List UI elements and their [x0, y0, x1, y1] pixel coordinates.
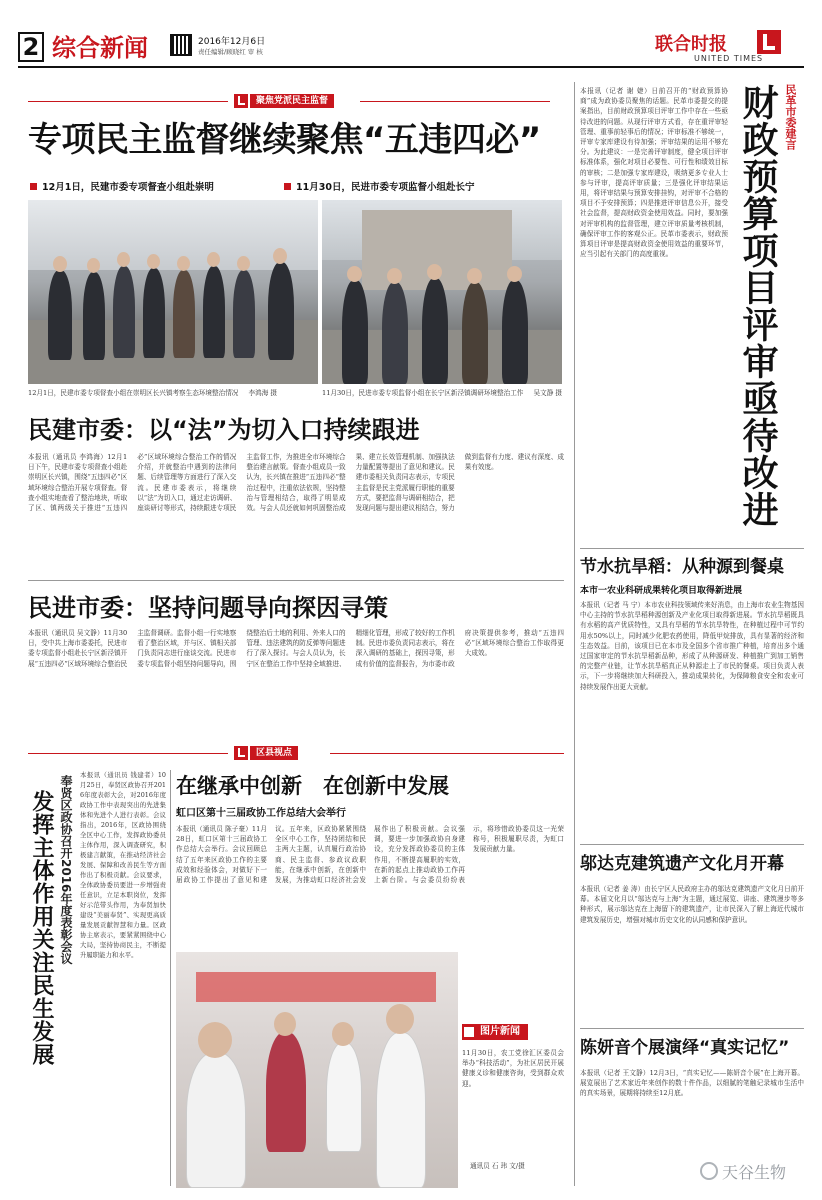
right-divider-3 — [580, 1028, 804, 1029]
issue-date: 2016年12月6日 — [198, 37, 266, 47]
article3-body: 本报讯（记者 姜 涛）由长宁区人民政府主办的邬达克建筑遗产文化月日前开幕。本届文化月以“邬达克与上海”为主题，通过展览、讲座、建筑漫步等多种形式，展示邬达克在上海留下的建筑遗产，让市民深入了解上海近代城市建筑发展历史，增强对城市历史文化的认同感和保护意识。 — [580, 885, 804, 924]
subhead-left: 12月1日，民建市委专项督查小组赴崇明 — [42, 182, 214, 193]
subhead-bullet-right-icon — [284, 183, 291, 190]
article3-headline: 邬达克建筑遗产文化月开幕 — [580, 854, 784, 874]
kicker-bar-left — [28, 101, 228, 102]
article-mj-body: 本报讯（通讯员 李鸿海）12月1日下午，民建市委专项督查小组赴崇明区长兴镇，围绕“五违四必”区域环境综合整治开展专项督查。督查小组实地查看了整治地块，听取了区、镇两级关于推进“五违四必”区域环境综合整治工作的情况介绍，并就整治中遇到的法律问题、后续管理等方面进行了深入交流。民建市委表示，将继续以“法”为切入口，通过走访调研、座谈研讨等形式，持续跟进专项民主监督工作，为推进全市环境综合整治建言献策。督查小组成员一致认为，长兴镇在推进“五违四必”整治过程中，注重依法依规，坚持整治与管理相结合，取得了明显成效。与会人员还就如何巩固整治成果、建立长效管理机制、加强执法力量配置等提出了意见和建议。民建市委相关负责同志表示，专项民主监督是民主党派履行职能的重要方式，要把监督与调研相结合，把发现问题与提出建议相结合，努力做到监督有力度、建议有深度、成果有效度。 — [28, 453, 564, 513]
caption-right — [322, 388, 562, 398]
caption-right-text: 11月30日，民进市委专项监督小组在长宁区新泾镇调研环境整治工作 — [322, 389, 524, 397]
masthead-logo-icon — [757, 30, 781, 54]
qp-body: 本报讯（通讯员 钱建者）10月25日，奉贤区政协召开2016年度表彰大会，对2016年度政协工作中表现突出的先进集体和先进个人进行表彰。会议指出，2016年，区政协围绕全区中心工作，发挥政协委员主体作用，深入调查研究，积极建言献策，在推动经济社会发展、保障和改善民生等方面作出了积极贡献。会议要求，全体政协委员要进一步增强责任意识，立足本职岗位，发挥好示范带头作用，为奉贤加快建设“美丽奉贤”、实现更高质量发展贡献智慧和力量。区政协主席表示，要紧紧围绕中心大局，坚持协商民主，不断提升履职能力和水平。 — [80, 771, 166, 959]
kicker-bar-right — [360, 101, 550, 102]
qp-headline: 在继承中创新 在创新中发展 — [176, 774, 449, 798]
masthead-english: UNITED TIMES — [694, 54, 764, 63]
photo-minjian — [28, 200, 318, 384]
right-divider-1 — [580, 548, 804, 549]
header-rule — [18, 66, 804, 68]
editor-line: 责任编辑/顾晓红 审 核 — [198, 48, 263, 56]
section-title: 综合新闻 — [52, 34, 148, 62]
caption-right-credit: 吴文静 摄 — [533, 389, 562, 397]
main-headline: 专项民主监督继续聚焦“五违四必” — [28, 120, 541, 160]
caption-left-text: 12月1日，民建市委专项督查小组在崇明区长兴镇考察生态环境整治情况 — [28, 389, 239, 397]
page-number: 2 — [22, 33, 40, 61]
watermark: 天谷生物 — [722, 1163, 787, 1182]
qp-body2: 本报讯（通讯员 陈子豪）11月28日，虹口区第十三届政协工作总结大会举行。会议回顾总结了五年来区政协工作的主要成效和经验体会，对做好下一届政协工作提出了意见和建议。五年来，区政协紧紧围绕全区中心工作，坚持团结和民主两大主题，认真履行政治协商、民主监督、参政议政职能，在继承中创新，在创新中发展，为推动虹口经济社会发展作出了积极贡献。会议强调，要进一步加强政协自身建设，充分发挥政协委员的主体作用，不断提高履职的实效，在新的起点上推动政协工作再上新台阶。与会委员纷纷表示，将珍惜政协委员这一光荣称号，积极履职尽责，为虹口发展贡献力量。 — [176, 825, 564, 885]
right-vertical-headline: 财政预算项目评审亟待改进 — [737, 84, 778, 528]
right-vertical-kicker: 民革市委建言 — [784, 84, 797, 150]
right-col-divider — [574, 82, 575, 1186]
qp-vertical-headline: 发挥主体作用关注民生发展 — [29, 790, 54, 1066]
qp-kicker: 区县视点 — [250, 746, 298, 760]
article2-subhead: 本市一农业科研成果转化项目取得新进展 — [580, 586, 743, 596]
qp-vertical-subhead: 奉贤区政协召开2016年度表彰会议 — [59, 775, 73, 965]
article2-body: 本报讯（记者 马 宁）本市农业科技领域传来好消息，由上海市农业生物基因中心主持的节水抗旱稻种源创新及产业化项目取得新进展。节水抗旱稻既具有水稻的高产优质特性，又具有旱稻的节水抗旱特性，在种植过程中可节约用水50%以上，同时减少化肥农药使用，降低甲烷排放，具有显著的经济和生态效益。目前，该项目已在本市及全国多个省市推广种植，培育出多个通过国家审定的节水抗旱稻新品种，形成了从种源研发、种植推广到加工销售的完整产业链，让节水抗旱稻真正从种源走上了市民的餐桌。项目负责人表示，下一步将继续加大科研投入，推动成果转化，为保障粮食安全和农业可持续发展作出更大贡献。 — [580, 601, 804, 691]
article-mjin-headline: 民进市委：坚持问题导向探因寻策 — [28, 594, 388, 622]
qp-photo — [176, 952, 458, 1188]
qr-code — [170, 34, 192, 56]
masthead: 联合时报 — [655, 34, 727, 55]
caption-left — [28, 388, 318, 398]
subhead-right: 11月30日，民进市委专项监督小组赴长宁 — [296, 182, 475, 193]
kicker-label: 聚焦党派民主监督 — [250, 94, 334, 108]
qp-kicker-logo-icon — [234, 746, 248, 760]
right-divider-2 — [580, 844, 804, 845]
qp-subhead: 虹口区第十三届政协工作总结大会举行 — [176, 808, 346, 819]
right-body: 本报讯（记者 谢 婕）日前召开的“财政预算协商”成为政协委员聚焦的话题。民革市委提交的提案指出，目前财政预算项目评审工作中存在一些亟待改进的问题。从现行评审方式看，存在重评审轻管理、重事前轻事后的情况；评审标准不够统一，评审专家库建设有待加强；评审结果的运用不够充分。为此建议：一是完善评审制度，健全项目评审标准体系，强化对项目必要性、可行性和绩效目标的审核；二是加强专家库建设，吸纳更多专业人士参与评审，提高评审质量；三是强化评审结果运用，将评审结果与预算安排挂钩，对评审不合格的项目不予安排预算；四是推进评审信息公开，接受社会监督，提高财政资金使用效益。同时，要加强对评审机构的监督管理，建立评审质量考核机制，确保评审工作的客观公正。民革市委表示，财政预算项目评审是提高财政资金使用效益的重要环节，应当引起有关部门的高度重视。 — [580, 87, 728, 259]
photo-news-credit: 通讯员 石 玮 文/摄 — [470, 1162, 525, 1170]
qp-kicker-line-left — [28, 753, 228, 754]
article2-headline: 节水抗旱稻：从种源到餐桌 — [580, 557, 784, 577]
article4-body: 本报讯（记者 王文静）12月3日，“真实记忆——陈妍音个展”在上海开幕。展览展出了艺术家近年来创作的数十件作品，以细腻的笔触记录城市生活中的真实场景，展期将持续至12月底。 — [580, 1069, 804, 1098]
subhead-bullet-left-icon — [30, 183, 37, 190]
watermark-logo-icon — [700, 1162, 718, 1180]
qp-divider — [170, 770, 171, 1186]
divider-mj — [28, 580, 564, 581]
photo-news-caption: 11月30日，农工党徐汇区委员会举办“科技活动”，为社区居民开展健康义诊和健康咨询，受到群众欢迎。 — [462, 1049, 564, 1088]
qp-kicker-line-right — [330, 753, 564, 754]
photo-minjin — [322, 200, 562, 384]
photo-news-kicker: 图片新闻 — [462, 1024, 528, 1040]
article4-headline: 陈妍音个展演绎“真实记忆” — [580, 1038, 790, 1058]
photo-news-logo-icon — [464, 1027, 474, 1037]
caption-left-credit: 李鸿海 摄 — [248, 389, 277, 397]
article-mjin-body: 本报讯（通讯员 吴文静）11月30日，受中共上海市委委托，民进市委专项监督小组赴长宁区新泾镇开展“五违四必”区域环境综合整治民主监督调研。监督小组一行实地察看了整治区域，并与区、镇相关部门负责同志进行座谈交流。民进市委专项监督小组坚持问题导向，围绕整治后土地的利用、外来人口的管理、违法建筑的防反弹等问题进行了深入探讨。与会人员认为，长宁区在整治工作中坚持全域推进、精细化管理，形成了较好的工作机制。民进市委负责同志表示，将在深入调研的基础上，探因寻策，形成有价值的监督报告，为市委市政府决策提供参考，推动“五违四必”区域环境综合整治工作取得更大成效。 — [28, 629, 564, 668]
article-mj-headline: 民建市委：以“法”为切入口持续跟进 — [28, 416, 420, 444]
kicker-logo-icon — [234, 94, 248, 108]
